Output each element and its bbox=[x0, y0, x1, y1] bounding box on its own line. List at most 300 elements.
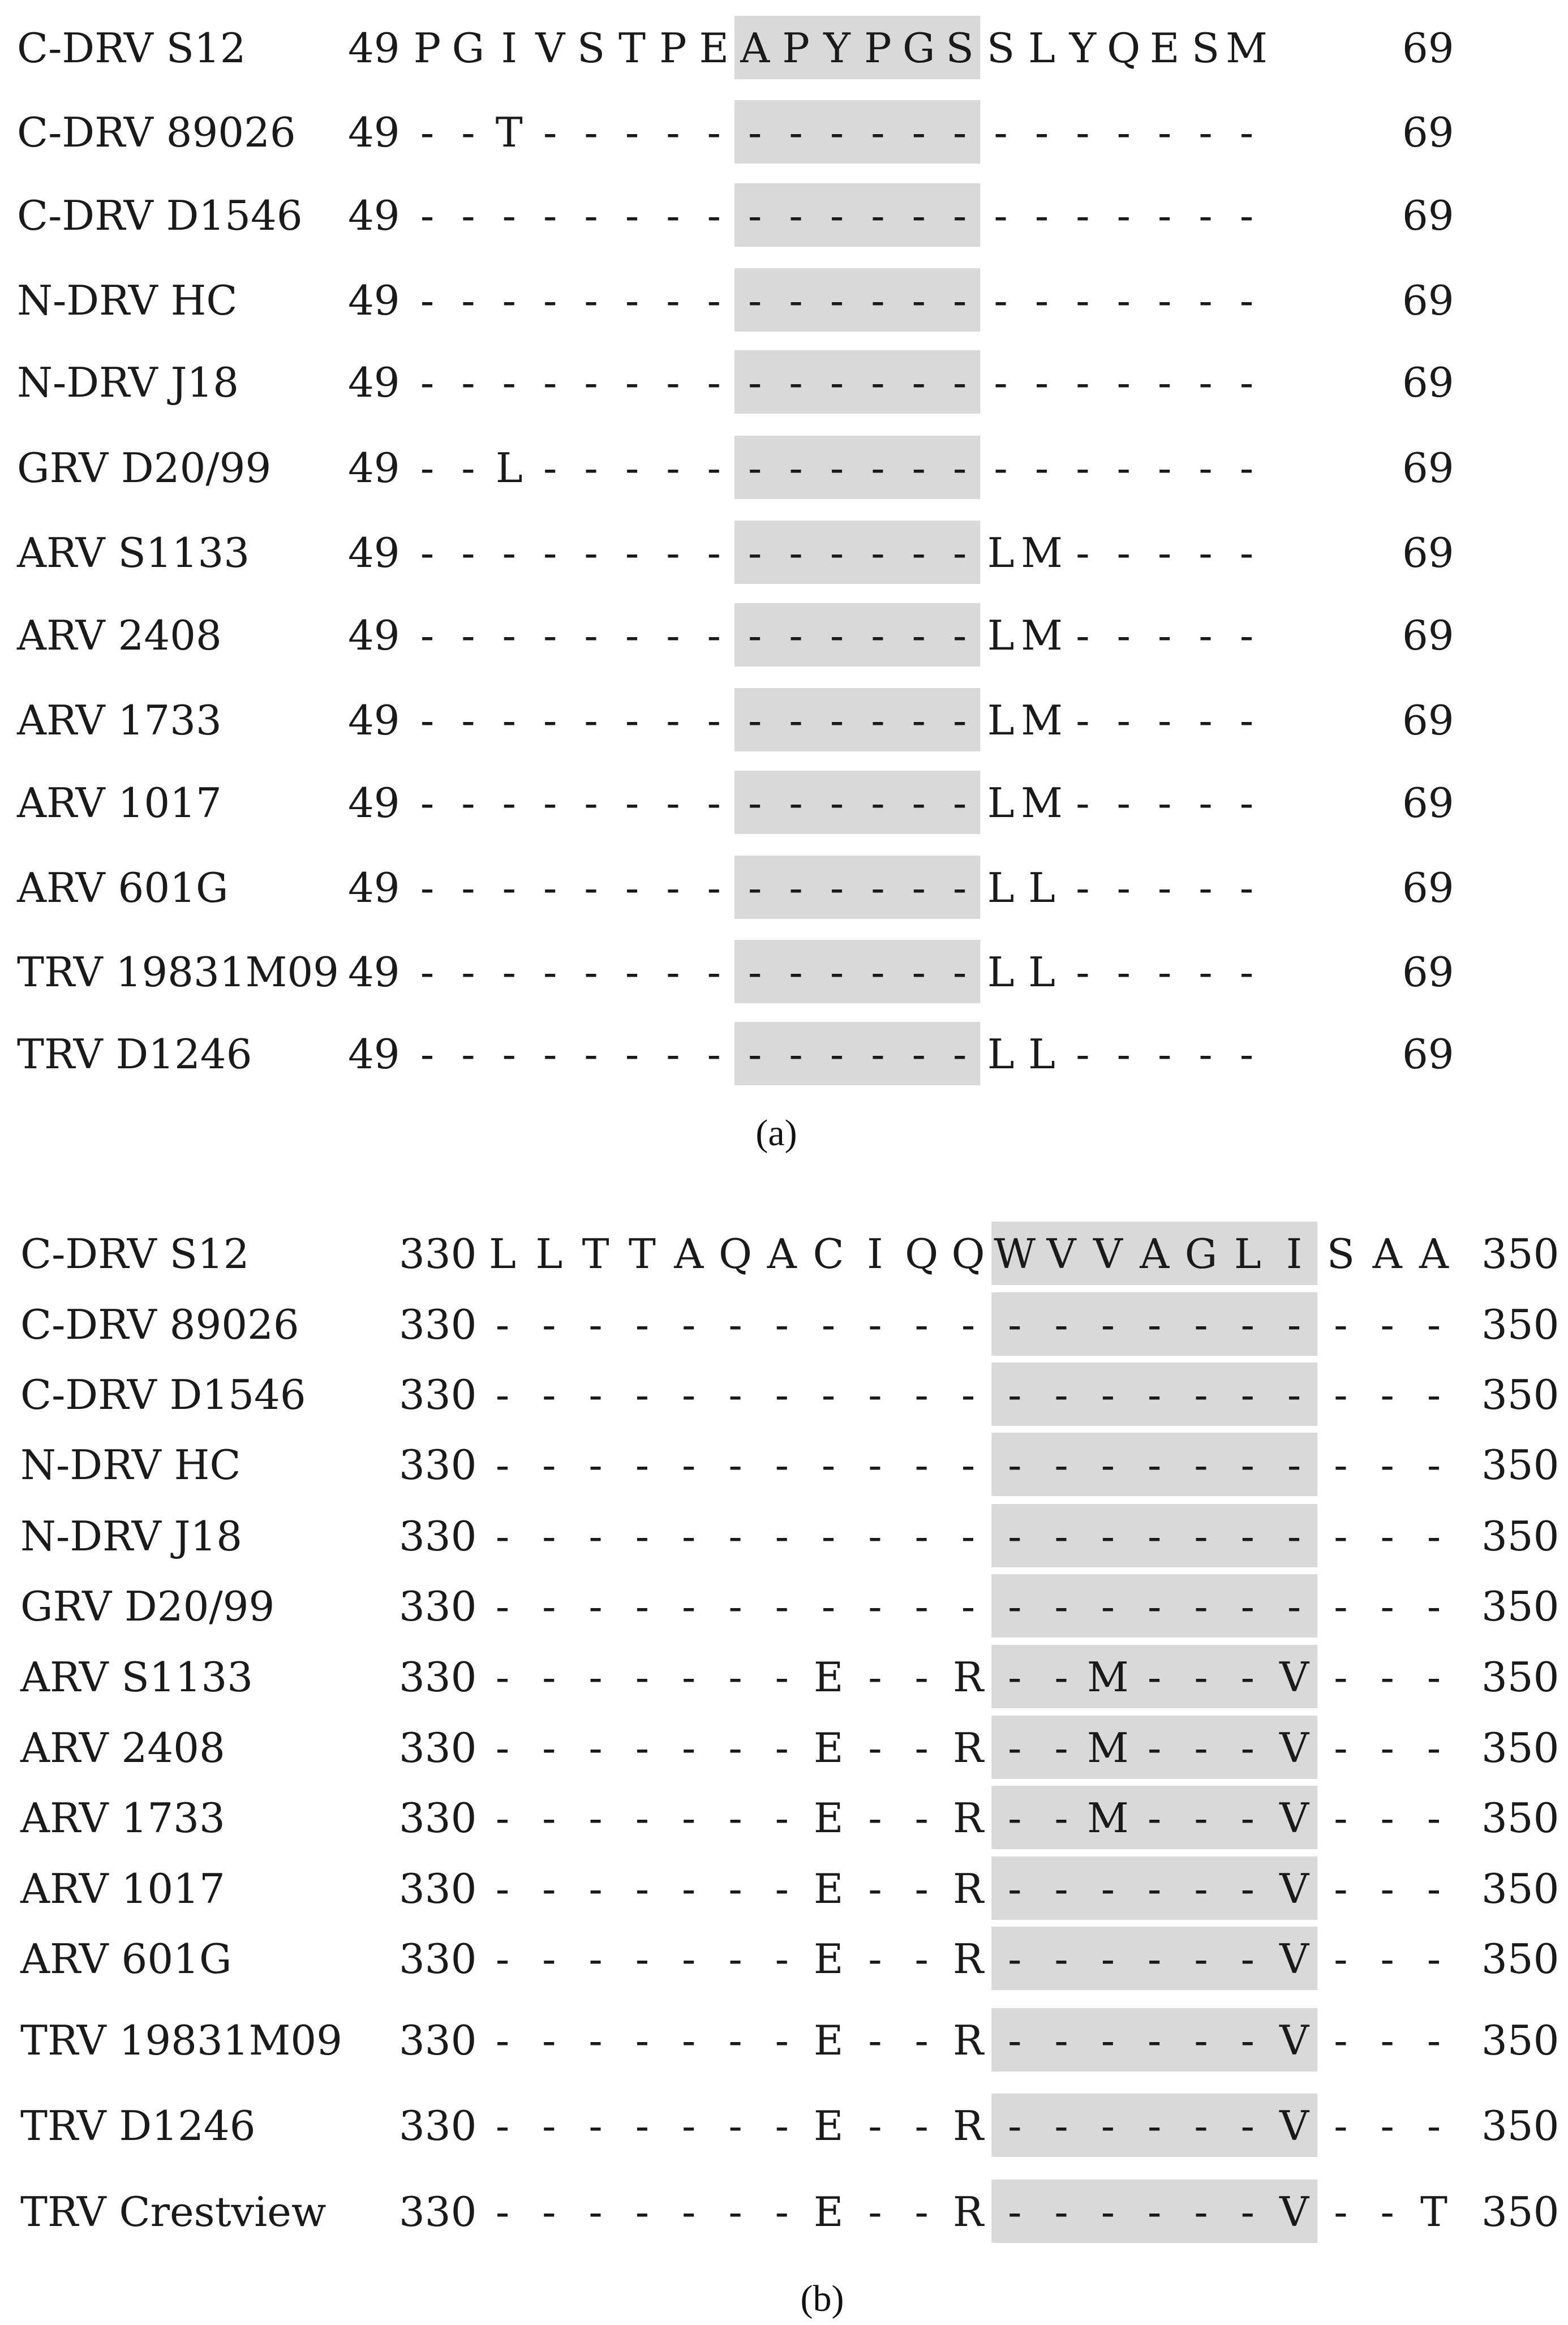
residue-identical: - bbox=[1334, 2188, 1348, 2236]
residue-identical: - bbox=[953, 697, 967, 744]
residue-identical: - bbox=[707, 109, 721, 156]
residue-identical: - bbox=[1101, 2188, 1115, 2236]
residue-identical: - bbox=[625, 697, 639, 744]
residue-identical: - bbox=[1034, 109, 1049, 156]
residue-identical: - bbox=[543, 529, 557, 577]
end-position: 69 bbox=[1402, 1030, 1454, 1078]
sequence-name: ARV 1017 bbox=[17, 779, 222, 827]
residue-identical: - bbox=[914, 2017, 929, 2064]
residue-identical: - bbox=[1240, 1583, 1255, 1630]
residue-identical: - bbox=[584, 359, 598, 406]
end-position: 350 bbox=[1481, 1724, 1560, 1772]
start-position: 49 bbox=[348, 359, 400, 406]
residue-identical: - bbox=[775, 1653, 789, 1701]
residue-identical: - bbox=[682, 1794, 696, 1842]
residue-identical: - bbox=[1240, 1301, 1255, 1348]
residue-identical: - bbox=[1194, 1724, 1208, 1772]
residue: M bbox=[1226, 24, 1268, 72]
residue-identical: - bbox=[1076, 277, 1090, 324]
residue-identical: - bbox=[994, 109, 1008, 156]
motif-highlight bbox=[734, 16, 980, 79]
residue: L bbox=[987, 612, 1015, 659]
residue-identical: - bbox=[1380, 1301, 1394, 1348]
residue: P bbox=[864, 24, 892, 72]
residue-identical: - bbox=[635, 1301, 650, 1348]
residue-identical: - bbox=[588, 1512, 603, 1560]
residue-identical: - bbox=[953, 277, 967, 324]
residue-identical: - bbox=[635, 1724, 650, 1772]
residue-identical: - bbox=[1158, 277, 1172, 324]
residue: S bbox=[1191, 24, 1220, 72]
residue-identical: - bbox=[1334, 1724, 1348, 1772]
sequence-name: GRV D20/99 bbox=[17, 444, 272, 492]
residue-identical: - bbox=[775, 1935, 789, 1983]
residue: C bbox=[813, 1230, 844, 1278]
residue-identical: - bbox=[1076, 612, 1090, 659]
residue-identical: - bbox=[1380, 1724, 1394, 1772]
residue-identical: - bbox=[635, 2188, 650, 2236]
residue-identical: - bbox=[1148, 1583, 1162, 1630]
residue-identical: - bbox=[682, 1865, 696, 1913]
residue-identical: - bbox=[502, 864, 516, 912]
residue-identical: - bbox=[1101, 1583, 1115, 1630]
residue: L bbox=[1028, 24, 1055, 72]
residue-identical: - bbox=[748, 697, 762, 744]
residue-identical: - bbox=[748, 444, 762, 492]
residue-identical: - bbox=[1101, 1441, 1115, 1489]
residue-identical: - bbox=[1287, 1371, 1301, 1419]
residue-identical: - bbox=[420, 697, 435, 744]
residue: E bbox=[813, 1794, 844, 1842]
residue: M bbox=[1087, 1724, 1129, 1772]
residue-identical: - bbox=[871, 359, 885, 406]
residue-identical: - bbox=[1427, 1724, 1441, 1772]
residue-identical: - bbox=[635, 1371, 650, 1419]
residue-identical: - bbox=[543, 948, 557, 996]
residue-identical: - bbox=[1076, 529, 1090, 577]
residue-identical: - bbox=[1194, 2102, 1208, 2150]
residue-identical: - bbox=[461, 529, 475, 577]
residue-identical: - bbox=[682, 1441, 696, 1489]
residue-identical: - bbox=[789, 529, 803, 577]
residue-identical: - bbox=[868, 1441, 882, 1489]
sequence-name: GRV D20/99 bbox=[20, 1583, 275, 1630]
residue-identical: - bbox=[830, 612, 844, 659]
residue: E bbox=[1149, 24, 1180, 72]
residue-identical: - bbox=[1034, 359, 1049, 406]
residue: V bbox=[1279, 2017, 1309, 2064]
residue-identical: - bbox=[584, 948, 598, 996]
residue-identical: - bbox=[1239, 277, 1254, 324]
end-position: 350 bbox=[1481, 1512, 1560, 1560]
sequence-name: TRV D1246 bbox=[20, 2102, 256, 2150]
residue-identical: - bbox=[1148, 1441, 1162, 1489]
end-position: 69 bbox=[1402, 612, 1454, 659]
residue-identical: - bbox=[461, 444, 475, 492]
residue-identical: - bbox=[775, 1794, 789, 1842]
residue: S bbox=[577, 24, 605, 72]
residue-identical: - bbox=[1148, 1371, 1162, 1419]
sequence-name: ARV 1733 bbox=[17, 697, 222, 744]
residue-identical: - bbox=[830, 864, 844, 912]
residue-identical: - bbox=[635, 1935, 650, 1983]
residue-identical: - bbox=[1054, 1512, 1068, 1560]
sequence-name: N-DRV J18 bbox=[20, 1512, 243, 1560]
end-position: 69 bbox=[1402, 864, 1454, 912]
residue-identical: - bbox=[682, 1724, 696, 1772]
residue-identical: - bbox=[1334, 1441, 1348, 1489]
motif-highlight bbox=[734, 771, 980, 834]
residue-identical: - bbox=[912, 277, 926, 324]
residue-identical: - bbox=[1054, 1301, 1068, 1348]
residue-identical: - bbox=[775, 1512, 789, 1560]
residue-identical: - bbox=[625, 864, 639, 912]
start-position: 330 bbox=[399, 1794, 477, 1842]
residue-identical: - bbox=[584, 529, 598, 577]
residue-identical: - bbox=[1076, 359, 1090, 406]
residue: V bbox=[1279, 1724, 1309, 1772]
residue: E bbox=[813, 1724, 844, 1772]
residue-identical: - bbox=[584, 864, 598, 912]
start-position: 330 bbox=[399, 2188, 477, 2236]
residue-identical: - bbox=[1076, 779, 1090, 827]
residue-identical: - bbox=[914, 1724, 929, 1772]
residue-identical: - bbox=[666, 277, 680, 324]
residue-identical: - bbox=[635, 1653, 650, 1701]
residue-identical: - bbox=[871, 1030, 885, 1078]
residue: G bbox=[452, 24, 485, 72]
sequence-name: N-DRV HC bbox=[17, 277, 238, 324]
residue-identical: - bbox=[588, 1724, 603, 1772]
residue-identical: - bbox=[1054, 1441, 1068, 1489]
residue-identical: - bbox=[461, 277, 475, 324]
residue-identical: - bbox=[789, 277, 803, 324]
residue-identical: - bbox=[1116, 109, 1131, 156]
residue-identical: - bbox=[1239, 779, 1254, 827]
residue-identical: - bbox=[588, 1371, 603, 1419]
residue-identical: - bbox=[1194, 2188, 1208, 2236]
residue-identical: - bbox=[728, 2102, 742, 2150]
residue-identical: - bbox=[748, 1030, 762, 1078]
residue-identical: - bbox=[707, 697, 721, 744]
residue-identical: - bbox=[728, 2017, 742, 2064]
residue-identical: - bbox=[502, 1030, 516, 1078]
residue-identical: - bbox=[728, 1935, 742, 1983]
residue-identical: - bbox=[830, 444, 844, 492]
residue-identical: - bbox=[748, 948, 762, 996]
residue-identical: - bbox=[1240, 2102, 1255, 2150]
residue: R bbox=[952, 1935, 984, 1983]
residue: Q bbox=[718, 1230, 753, 1278]
residue-identical: - bbox=[502, 697, 516, 744]
residue-identical: - bbox=[914, 1653, 929, 1701]
residue: A bbox=[740, 24, 770, 72]
residue: L bbox=[495, 444, 523, 492]
start-position: 49 bbox=[348, 277, 400, 324]
residue-identical: - bbox=[1158, 612, 1172, 659]
residue-identical: - bbox=[871, 612, 885, 659]
residue-identical: - bbox=[543, 277, 557, 324]
residue-identical: - bbox=[666, 529, 680, 577]
residue-identical: - bbox=[830, 359, 844, 406]
residue-identical: - bbox=[953, 529, 967, 577]
residue-identical: - bbox=[748, 359, 762, 406]
residue-identical: - bbox=[1034, 192, 1049, 239]
end-position: 69 bbox=[1402, 277, 1454, 324]
start-position: 330 bbox=[399, 1653, 477, 1701]
end-position: 350 bbox=[1481, 2188, 1560, 2236]
residue: E bbox=[813, 2102, 844, 2150]
residue-identical: - bbox=[775, 1724, 789, 1772]
residue-identical: - bbox=[625, 529, 639, 577]
motif-highlight bbox=[734, 856, 980, 919]
residue-identical: - bbox=[871, 948, 885, 996]
residue-identical: - bbox=[728, 1512, 742, 1560]
start-position: 49 bbox=[348, 612, 400, 659]
residue-identical: - bbox=[625, 359, 639, 406]
residue-identical: - bbox=[1148, 1301, 1162, 1348]
residue-identical: - bbox=[1198, 1030, 1213, 1078]
residue-identical: - bbox=[1054, 1371, 1068, 1419]
residue-identical: - bbox=[588, 1865, 603, 1913]
residue-identical: - bbox=[1427, 2102, 1441, 2150]
residue-identical: - bbox=[461, 779, 475, 827]
residue-identical: - bbox=[1158, 779, 1172, 827]
residue-identical: - bbox=[420, 1030, 435, 1078]
residue-identical: - bbox=[1076, 864, 1090, 912]
residue-identical: - bbox=[868, 1865, 882, 1913]
residue-identical: - bbox=[1427, 1653, 1441, 1701]
residue-identical: - bbox=[682, 2102, 696, 2150]
motif-highlight bbox=[734, 100, 980, 164]
residue-identical: - bbox=[1076, 109, 1090, 156]
residue: Y bbox=[1069, 24, 1097, 72]
residue-identical: - bbox=[775, 2102, 789, 2150]
residue-identical: - bbox=[748, 192, 762, 239]
start-position: 49 bbox=[348, 864, 400, 912]
residue-identical: - bbox=[728, 1653, 742, 1701]
residue-identical: - bbox=[1287, 1583, 1301, 1630]
residue-identical: - bbox=[871, 277, 885, 324]
residue-identical: - bbox=[748, 864, 762, 912]
residue-identical: - bbox=[868, 1301, 882, 1348]
residue-identical: - bbox=[461, 612, 475, 659]
residue-identical: - bbox=[1427, 1371, 1441, 1419]
residue-identical: - bbox=[912, 529, 926, 577]
residue-identical: - bbox=[1101, 2017, 1115, 2064]
residue: V bbox=[1279, 1653, 1309, 1701]
motif-highlight bbox=[734, 350, 980, 414]
residue-identical: - bbox=[1148, 1512, 1162, 1560]
residue-identical: - bbox=[707, 612, 721, 659]
residue-identical: - bbox=[666, 1030, 680, 1078]
residue-identical: - bbox=[1334, 1583, 1348, 1630]
residue-identical: - bbox=[1101, 1512, 1115, 1560]
residue-identical: - bbox=[830, 948, 844, 996]
residue-identical: - bbox=[588, 1441, 603, 1489]
residue-identical: - bbox=[1008, 1301, 1022, 1348]
residue-identical: - bbox=[912, 864, 926, 912]
residue-identical: - bbox=[1158, 948, 1172, 996]
residue-identical: - bbox=[588, 2017, 603, 2064]
residue-identical: - bbox=[1380, 1865, 1394, 1913]
residue-identical: - bbox=[1076, 948, 1090, 996]
residue-identical: - bbox=[666, 359, 680, 406]
residue: L bbox=[1028, 948, 1055, 996]
residue: Y bbox=[823, 24, 850, 72]
residue-identical: - bbox=[914, 1583, 929, 1630]
residue-identical: - bbox=[868, 1512, 882, 1560]
residue-identical: - bbox=[1334, 1371, 1348, 1419]
residue-identical: - bbox=[461, 109, 475, 156]
residue-identical: - bbox=[775, 2188, 789, 2236]
sequence-name: C-DRV 89026 bbox=[20, 1301, 299, 1348]
residue-identical: - bbox=[635, 1865, 650, 1913]
residue-identical: - bbox=[953, 779, 967, 827]
residue: P bbox=[782, 24, 810, 72]
residue-identical: - bbox=[461, 864, 475, 912]
residue-identical: - bbox=[584, 697, 598, 744]
residue-identical: - bbox=[543, 864, 557, 912]
residue: W bbox=[994, 1230, 1036, 1278]
end-position: 350 bbox=[1481, 1865, 1560, 1913]
residue: G bbox=[1184, 1230, 1218, 1278]
residue-identical: - bbox=[1334, 2102, 1348, 2150]
residue-identical: - bbox=[635, 1441, 650, 1489]
sequence-name: TRV 19831M09 bbox=[20, 2017, 342, 2064]
start-position: 330 bbox=[399, 1230, 477, 1278]
end-position: 69 bbox=[1402, 359, 1454, 406]
residue-identical: - bbox=[1334, 1865, 1348, 1913]
residue: L bbox=[1234, 1230, 1261, 1278]
residue: T bbox=[628, 1230, 656, 1278]
residue-identical: - bbox=[461, 359, 475, 406]
residue-identical: - bbox=[1198, 109, 1213, 156]
residue-identical: - bbox=[830, 779, 844, 827]
residue-identical: - bbox=[542, 2017, 556, 2064]
residue-identical: - bbox=[542, 1583, 556, 1630]
residue: L bbox=[489, 1230, 516, 1278]
residue-identical: - bbox=[1380, 2017, 1394, 2064]
start-position: 330 bbox=[399, 1583, 477, 1630]
residue-identical: - bbox=[1076, 697, 1090, 744]
residue-identical: - bbox=[821, 1371, 836, 1419]
panel-caption: (b) bbox=[800, 2278, 844, 2319]
residue: V bbox=[1279, 1935, 1309, 1983]
residue-identical: - bbox=[1158, 359, 1172, 406]
residue-identical: - bbox=[542, 1794, 556, 1842]
residue-identical: - bbox=[728, 1794, 742, 1842]
residue-identical: - bbox=[868, 1724, 882, 1772]
residue-identical: - bbox=[775, 1371, 789, 1419]
residue: M bbox=[1021, 697, 1063, 744]
residue-identical: - bbox=[1334, 1794, 1348, 1842]
residue: L bbox=[987, 864, 1015, 912]
residue: M bbox=[1087, 1653, 1129, 1701]
residue-identical: - bbox=[420, 444, 435, 492]
start-position: 49 bbox=[348, 444, 400, 492]
residue: R bbox=[952, 2102, 984, 2150]
residue-identical: - bbox=[1116, 697, 1131, 744]
residue-identical: - bbox=[1287, 1441, 1301, 1489]
residue-identical: - bbox=[1008, 1724, 1022, 1772]
panel-a bbox=[16, 16, 1454, 1154]
residue-identical: - bbox=[707, 359, 721, 406]
residue-identical: - bbox=[1240, 1441, 1255, 1489]
residue-identical: - bbox=[1198, 697, 1213, 744]
residue-identical: - bbox=[461, 192, 475, 239]
motif-highlight bbox=[734, 183, 980, 247]
residue-identical: - bbox=[1101, 1865, 1115, 1913]
residue: S bbox=[1326, 1230, 1355, 1278]
start-position: 330 bbox=[399, 1935, 477, 1983]
residue-identical: - bbox=[542, 1512, 556, 1560]
residue-identical: - bbox=[584, 779, 598, 827]
residue-identical: - bbox=[584, 1030, 598, 1078]
residue-identical: - bbox=[1380, 2102, 1394, 2150]
residue-identical: - bbox=[542, 2102, 556, 2150]
residue-identical: - bbox=[871, 864, 885, 912]
residue-identical: - bbox=[1239, 444, 1254, 492]
end-position: 350 bbox=[1481, 1794, 1560, 1842]
end-position: 350 bbox=[1481, 1935, 1560, 1983]
panel-b bbox=[20, 1222, 1559, 2319]
residue-identical: - bbox=[775, 1583, 789, 1630]
residue: I bbox=[867, 1230, 883, 1278]
residue-identical: - bbox=[912, 192, 926, 239]
residue-identical: - bbox=[1148, 2102, 1162, 2150]
residue-identical: - bbox=[1148, 1724, 1162, 1772]
residue-identical: - bbox=[1008, 1935, 1022, 1983]
residue-identical: - bbox=[1427, 1865, 1441, 1913]
residue-identical: - bbox=[1194, 1371, 1208, 1419]
residue-identical: - bbox=[420, 948, 435, 996]
residue-identical: - bbox=[1380, 1371, 1394, 1419]
residue: T bbox=[582, 1230, 609, 1278]
residue-identical: - bbox=[1054, 1653, 1068, 1701]
residue-identical: - bbox=[707, 444, 721, 492]
residue-identical: - bbox=[707, 864, 721, 912]
residue-identical: - bbox=[495, 1371, 510, 1419]
residue-identical: - bbox=[1158, 444, 1172, 492]
residue-identical: - bbox=[1116, 612, 1131, 659]
end-position: 69 bbox=[1402, 697, 1454, 744]
residue: L bbox=[535, 1230, 563, 1278]
residue-identical: - bbox=[682, 1512, 696, 1560]
residue-identical: - bbox=[748, 109, 762, 156]
residue: T bbox=[495, 109, 523, 156]
residue: V bbox=[1279, 2188, 1309, 2236]
end-position: 350 bbox=[1481, 2017, 1560, 2064]
residue-identical: - bbox=[912, 779, 926, 827]
end-position: 69 bbox=[1402, 529, 1454, 577]
residue-identical: - bbox=[1239, 109, 1254, 156]
residue-identical: - bbox=[1427, 1583, 1441, 1630]
residue-identical: - bbox=[588, 1935, 603, 1983]
residue-identical: - bbox=[1380, 1583, 1394, 1630]
residue-identical: - bbox=[1148, 2017, 1162, 2064]
residue-identical: - bbox=[728, 1865, 742, 1913]
residue: E bbox=[813, 2017, 844, 2064]
residue-identical: - bbox=[1101, 1371, 1115, 1419]
start-position: 49 bbox=[348, 192, 400, 239]
residue-identical: - bbox=[994, 444, 1008, 492]
residue-identical: - bbox=[1380, 1441, 1394, 1489]
end-position: 69 bbox=[1402, 444, 1454, 492]
residue-identical: - bbox=[625, 948, 639, 996]
residue-identical: - bbox=[871, 779, 885, 827]
end-position: 69 bbox=[1402, 24, 1454, 72]
